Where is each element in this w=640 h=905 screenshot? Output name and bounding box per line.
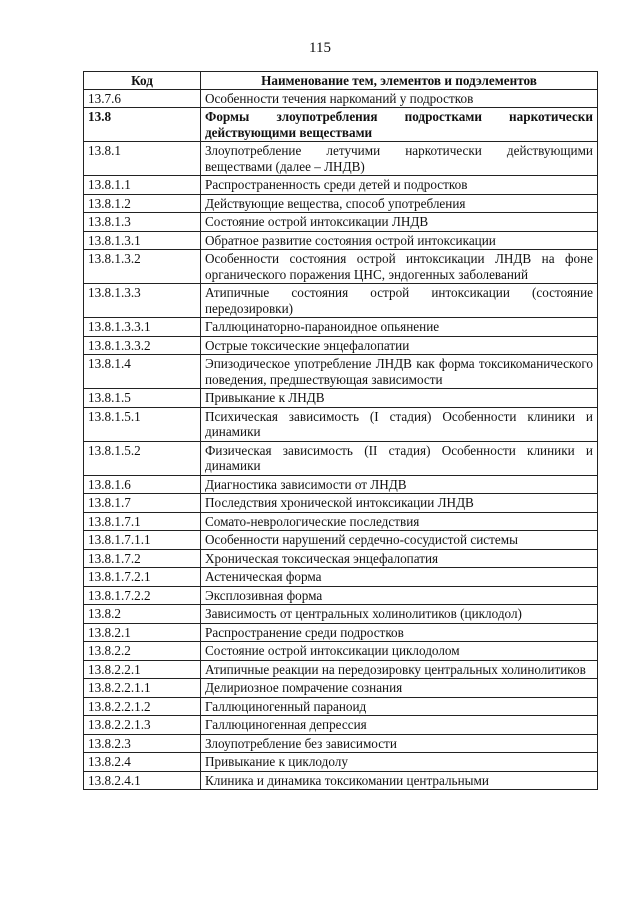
table-row	[84, 355, 598, 389]
row-name: Эксплозивная форма	[201, 586, 598, 605]
table-header-row	[84, 72, 598, 90]
table-row	[84, 549, 598, 568]
row-code: 13.8.1.3.2	[84, 250, 201, 284]
row-code: 13.8.1.2	[84, 194, 201, 213]
header-name: Наименование тем, элементов и подэлементов	[201, 72, 598, 90]
table-row	[84, 586, 598, 605]
table-row	[84, 89, 598, 108]
row-name: Привыкание к циклодолу	[201, 753, 598, 772]
row-code: 13.8.2.2	[84, 642, 201, 661]
table-row	[84, 660, 598, 679]
row-code: 13.8.1.5.1	[84, 407, 201, 441]
row-code: 13.8.2.4.1	[84, 771, 201, 790]
table-row	[84, 194, 598, 213]
table-row	[84, 250, 598, 284]
table-row	[84, 475, 598, 494]
row-code: 13.8.1.7.2.1	[84, 568, 201, 587]
row-code: 13.8.1.6	[84, 475, 201, 494]
row-name: Галлюциногенная депрессия	[201, 716, 598, 735]
row-code: 13.8.1.7	[84, 494, 201, 513]
row-name: Особенности нарушений сердечно-сосудистой системы	[201, 531, 598, 550]
row-name: Делириозное помрачение сознания	[201, 679, 598, 698]
table-row	[84, 142, 598, 176]
row-code: 13.8.1.3.3	[84, 284, 201, 318]
table-row	[84, 568, 598, 587]
row-name: Зависимость от центральных холинолитиков (циклодол)	[201, 605, 598, 624]
row-name: Особенности состояния острой интоксикации ЛНДВ на фоне органического поражения ЦНС, эндогенных заболеваний	[201, 250, 598, 284]
table-row	[84, 284, 598, 318]
row-name: Острые токсические энцефалопатии	[201, 336, 598, 355]
row-code: 13.8.2.2.1.1	[84, 679, 201, 698]
row-code: 13.8.2.2.1.2	[84, 697, 201, 716]
row-code: 13.8.1.3	[84, 213, 201, 232]
table-row	[84, 771, 598, 790]
row-name: Атипичные состояния острой интоксикации (состояние передозировки)	[201, 284, 598, 318]
table-row	[84, 389, 598, 408]
table-row	[84, 753, 598, 772]
row-name: Обратное развитие состояния острой интоксикации	[201, 231, 598, 250]
row-name: Галлюцинаторно-параноидное опьянение	[201, 318, 598, 337]
row-name: Особенности течения наркоманий у подростков	[201, 89, 598, 108]
row-code: 13.8.2.3	[84, 734, 201, 753]
page-number: 115	[309, 40, 331, 56]
table-row	[84, 213, 598, 232]
table-row	[84, 231, 598, 250]
row-name: Привыкание к ЛНДВ	[201, 389, 598, 408]
row-name: Последствия хронической интоксикации ЛНДВ	[201, 494, 598, 513]
row-code: 13.8.1.7.1.1	[84, 531, 201, 550]
row-code: 13.8	[84, 108, 201, 142]
row-code: 13.8.1.7.2	[84, 549, 201, 568]
row-code: 13.8.1.5.2	[84, 441, 201, 475]
row-name: Диагностика зависимости от ЛНДВ	[201, 475, 598, 494]
row-name: Злоупотребление без зависимости	[201, 734, 598, 753]
row-name: Сомато-неврологические последствия	[201, 512, 598, 531]
row-name: Психическая зависимость (I стадия) Особенности клиники и динамики	[201, 407, 598, 441]
table-row	[84, 697, 598, 716]
row-code: 13.8.1.4	[84, 355, 201, 389]
row-name: Галлюциногенный параноид	[201, 697, 598, 716]
table-row	[84, 531, 598, 550]
row-code: 13.8.1.5	[84, 389, 201, 408]
row-code: 13.8.1.3.3.1	[84, 318, 201, 337]
row-code: 13.8.2.4	[84, 753, 201, 772]
row-code: 13.7.6	[84, 89, 201, 108]
row-code: 13.8.1.3.3.2	[84, 336, 201, 355]
row-name: Физическая зависимость (II стадия) Особенности клиники и динамики	[201, 441, 598, 475]
row-code: 13.8.1.3.1	[84, 231, 201, 250]
row-name: Эпизодическое употребление ЛНДВ как форма токсикоманического поведения, предшествующая зависимости	[201, 355, 598, 389]
row-code: 13.8.2.2.1	[84, 660, 201, 679]
row-code: 13.8.2.2.1.3	[84, 716, 201, 735]
row-code: 13.8.2.1	[84, 623, 201, 642]
table-row	[84, 734, 598, 753]
curriculum-table	[83, 71, 598, 790]
row-name: Хроническая токсическая энцефалопатия	[201, 549, 598, 568]
table-row	[84, 108, 598, 142]
row-name: Злоупотребление летучими наркотически действующими веществами (далее – ЛНДВ)	[201, 142, 598, 176]
table-row	[84, 336, 598, 355]
row-name: Клиника и динамика токсикомании центральными	[201, 771, 598, 790]
table-row	[84, 679, 598, 698]
row-name: Распространение среди подростков	[201, 623, 598, 642]
row-name: Астеническая форма	[201, 568, 598, 587]
table-row	[84, 176, 598, 195]
row-name: Формы злоупотребления подростками наркотически действующими веществами	[201, 108, 598, 142]
row-name: Состояние острой интоксикации циклодолом	[201, 642, 598, 661]
table-row	[84, 407, 598, 441]
row-code: 13.8.1.7.2.2	[84, 586, 201, 605]
table-row	[84, 623, 598, 642]
row-name: Атипичные реакции на передозировку центральных холинолитиков	[201, 660, 598, 679]
row-code: 13.8.1.1	[84, 176, 201, 195]
row-code: 13.8.2	[84, 605, 201, 624]
table-row	[84, 318, 598, 337]
table-row	[84, 716, 598, 735]
row-name: Состояние острой интоксикации ЛНДВ	[201, 213, 598, 232]
row-name: Распространенность среди детей и подростков	[201, 176, 598, 195]
table-row	[84, 642, 598, 661]
table-row	[84, 494, 598, 513]
row-name: Действующие вещества, способ употребления	[201, 194, 598, 213]
row-code: 13.8.1	[84, 142, 201, 176]
table-body	[84, 89, 598, 790]
header-code: Код	[84, 72, 201, 90]
table-row	[84, 605, 598, 624]
row-code: 13.8.1.7.1	[84, 512, 201, 531]
table-row	[84, 512, 598, 531]
table-row	[84, 441, 598, 475]
